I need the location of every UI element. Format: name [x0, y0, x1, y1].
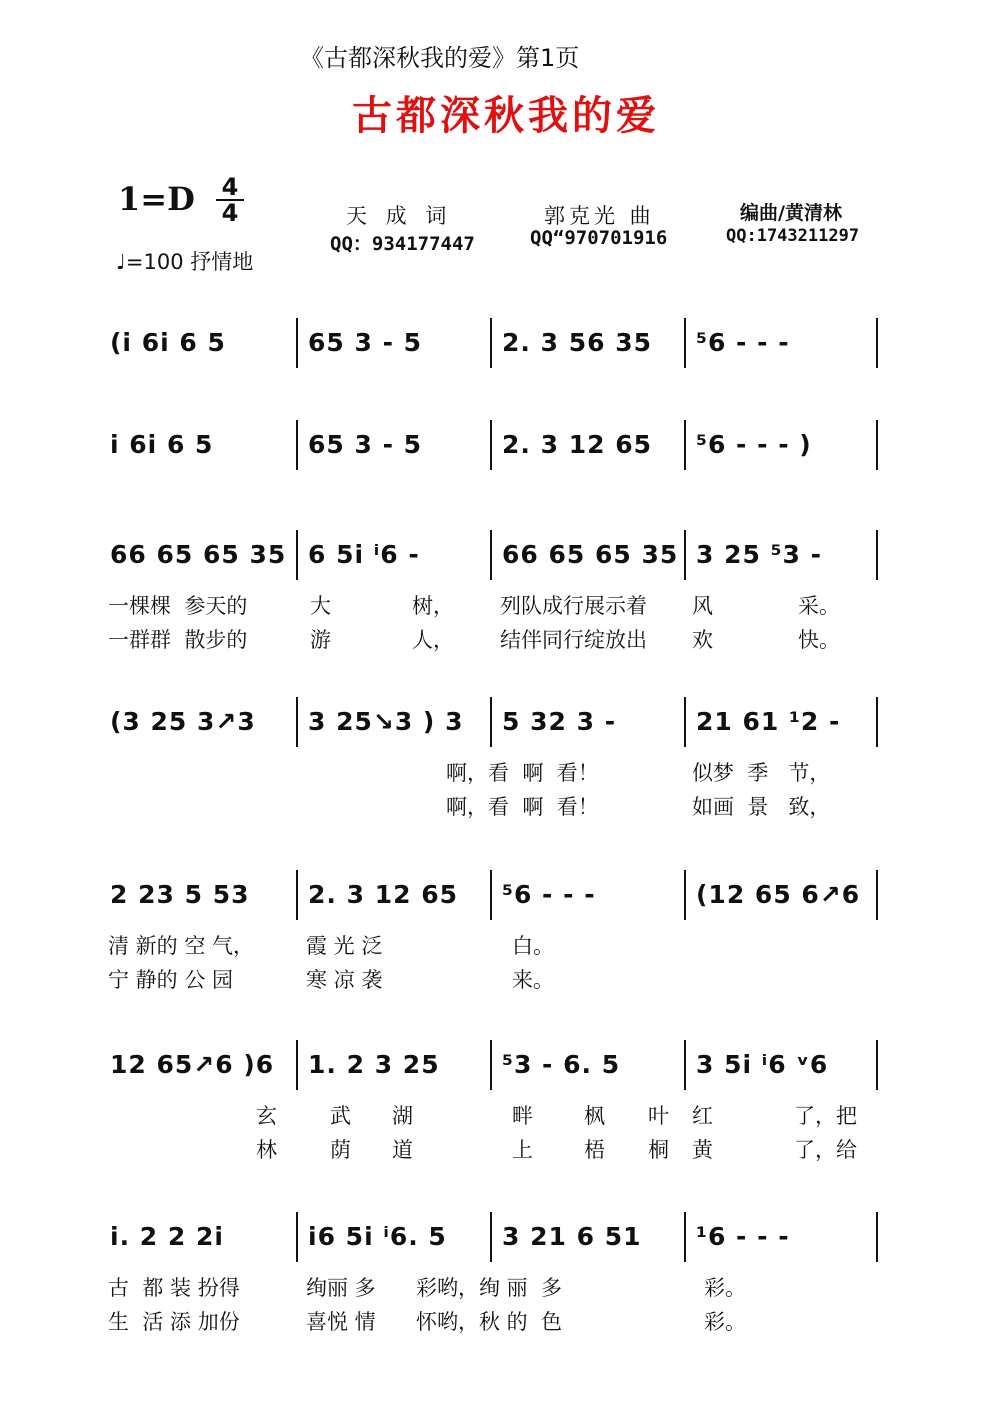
time-sig-top: 4 — [221, 173, 239, 201]
measure: 65 3 - 5 — [308, 430, 423, 459]
arranger-credit: 编曲/黄清林 — [740, 202, 842, 224]
measure: (3 25 3↗3 — [110, 707, 256, 736]
measure: 3 5i ⁱ6 ᵛ6 — [696, 1050, 829, 1079]
time-sig-bottom: 4 — [221, 199, 239, 227]
lyric-text: 人， — [412, 628, 454, 652]
bar-line — [876, 870, 878, 920]
lyric-text: 彩哟，绚 丽 多 — [416, 1276, 563, 1300]
bar-line — [684, 530, 686, 580]
measure: 2 23 5 53 — [110, 880, 250, 909]
measure: 3 21 6 51 — [502, 1222, 642, 1251]
lyric-text: 列队成行展示着 — [500, 594, 647, 618]
lyric-text: 上 — [512, 1138, 533, 1162]
lyric-text: 道 — [392, 1138, 413, 1162]
lyric-text: 湖 — [392, 1104, 413, 1128]
lyric-text: 了，把 — [794, 1104, 857, 1128]
lyric-text: 林 — [256, 1138, 277, 1162]
lyric-text: 似梦 季 节， — [692, 761, 831, 785]
lyric-text: 采。 — [798, 594, 840, 618]
tempo-marking: ♩=100 抒情地 — [116, 250, 254, 274]
bar-line — [684, 870, 686, 920]
bar-line — [296, 1212, 298, 1262]
lyric-text: 叶 — [648, 1104, 669, 1128]
bar-line — [296, 1040, 298, 1090]
measure: 66 65 65 35 — [110, 540, 287, 569]
bar-line — [296, 530, 298, 580]
bar-line — [490, 1040, 492, 1090]
lyric-text: 白。 — [512, 934, 554, 958]
lyric-text: 绚丽 多 — [306, 1276, 376, 1300]
measure: i 6i 6 5 — [110, 430, 214, 459]
lyric-text: 玄 — [256, 1104, 277, 1128]
bar-line — [876, 420, 878, 470]
lyric-text: 大 — [310, 594, 331, 618]
measure: (12 65 6↗6 — [696, 880, 861, 909]
measure: 2. 3 12 65 — [308, 880, 458, 909]
lyric-text: 枫 — [584, 1104, 605, 1128]
measure: 12 65↗6 )6 — [110, 1050, 275, 1079]
measure: ¹6 - - - — [696, 1222, 790, 1251]
lyric-text: 彩。 — [704, 1310, 746, 1334]
page-header: 《古都深秋我的爱》第1页 — [300, 44, 580, 72]
bar-line — [684, 1212, 686, 1262]
qq-arranger: QQ:1743211297 — [726, 226, 860, 246]
lyric-text: 一群群 散步的 — [108, 628, 248, 652]
bar-line — [490, 697, 492, 747]
measure: ⁵3 - 6. 5 — [502, 1050, 621, 1079]
time-signature — [216, 173, 244, 227]
lyric-text: 宁 静的 公 园 — [108, 968, 234, 992]
lyric-text: 古 都 装 扮得 — [108, 1276, 240, 1300]
lyric-text: 武 — [330, 1104, 351, 1128]
bar-line — [490, 318, 492, 368]
lyric-text: 欢 — [692, 628, 713, 652]
composer-credit: 郭克光 曲 — [544, 204, 655, 228]
measure: i. 2 2 2i — [110, 1222, 224, 1251]
bar-line — [490, 530, 492, 580]
lyric-text: 桐 — [648, 1138, 669, 1162]
key-signature: 1=D — [118, 180, 195, 218]
bar-line — [490, 870, 492, 920]
lyric-text: 游 — [310, 628, 331, 652]
lyric-text: 荫 — [330, 1138, 351, 1162]
bar-line — [296, 697, 298, 747]
measure: ⁵6 - - - ) — [696, 430, 812, 459]
lyric-text: 生 活 添 加份 — [108, 1310, 240, 1334]
bar-line — [684, 697, 686, 747]
lyric-text: 风 — [692, 594, 713, 618]
bar-line — [296, 318, 298, 368]
lyric-text: 梧 — [584, 1138, 605, 1162]
bar-line — [876, 318, 878, 368]
lyric-text: 红 — [692, 1104, 713, 1128]
measure: 21 61 ¹2 - — [696, 707, 841, 736]
measure: 1. 2 3 25 — [308, 1050, 440, 1079]
lyric-text: 来。 — [512, 968, 554, 992]
measure: 5 32 3 - — [502, 707, 617, 736]
lyric-text: 霞 光 泛 — [306, 934, 383, 958]
bar-line — [684, 318, 686, 368]
lyric-text: 喜悦 情 — [306, 1310, 376, 1334]
lyric-text: 快。 — [798, 628, 840, 652]
measure: 66 65 65 35 — [502, 540, 679, 569]
measure: (i 6i 6 5 — [110, 328, 226, 357]
measure: 3 25 ⁵3 - — [696, 540, 823, 569]
measure: ⁵6 - - - — [696, 328, 790, 357]
lyric-text: 怀哟，秋 的 色 — [416, 1310, 563, 1334]
lyric-text: 寒 凉 袭 — [306, 968, 383, 992]
bar-line — [296, 870, 298, 920]
measure: 2. 3 56 35 — [502, 328, 652, 357]
measure: ⁵6 - - - — [502, 880, 596, 909]
lyric-text: 一棵棵 参天的 — [108, 594, 248, 618]
measure: 2. 3 12 65 — [502, 430, 652, 459]
bar-line — [876, 1040, 878, 1090]
lyric-text: 结伴同行绽放出 — [500, 628, 647, 652]
bar-line — [876, 1212, 878, 1262]
qq-composer: QQ“970701916 — [530, 227, 668, 249]
lyric-text: 了，给 — [794, 1138, 857, 1162]
measure: 6 5i ⁱ6 - — [308, 540, 420, 569]
bar-line — [684, 1040, 686, 1090]
bar-line — [490, 1212, 492, 1262]
lyric-text: 啊，看 啊 看！ — [446, 761, 599, 785]
bar-line — [296, 420, 298, 470]
song-title: 古都深秋我的爱 — [352, 93, 660, 139]
measure: 65 3 - 5 — [308, 328, 423, 357]
lyricist-credit: 天 成 词 — [346, 204, 453, 228]
lyric-text: 清 新的 空 气， — [108, 934, 255, 958]
lyric-text: 树， — [412, 594, 454, 618]
measure: 3 25↘3 ) 3 — [308, 707, 464, 736]
bar-line — [876, 697, 878, 747]
bar-line — [876, 530, 878, 580]
lyric-text: 如画 景 致， — [692, 795, 831, 819]
lyric-text: 畔 — [512, 1104, 533, 1128]
lyric-text: 彩。 — [704, 1276, 746, 1300]
measure: i6 5i ⁱ6. 5 — [308, 1222, 447, 1251]
lyric-text: 黄 — [692, 1138, 713, 1162]
lyric-text: 啊，看 啊 看！ — [446, 795, 599, 819]
qq-lyricist: QQ：934177447 — [330, 233, 475, 255]
bar-line — [684, 420, 686, 470]
bar-line — [490, 420, 492, 470]
